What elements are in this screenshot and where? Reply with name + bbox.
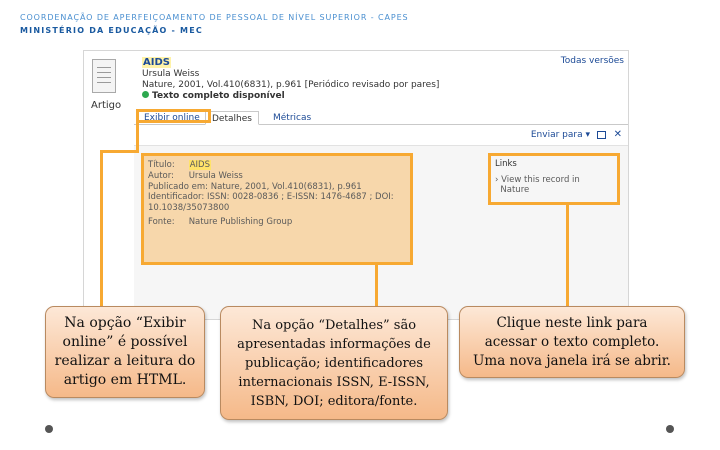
- callout-middle-line: apresentadas informações de: [237, 336, 431, 352]
- callout-view-online: [45, 306, 205, 398]
- send-to-button[interactable]: Enviar para ▾: [530, 130, 590, 140]
- callout-left-line: online” é possível: [62, 334, 188, 350]
- record-title-link[interactable]: AIDS: [143, 57, 170, 68]
- slide-dot-left: [45, 425, 53, 433]
- detail-identifier-label: Identificador:: [148, 192, 205, 203]
- callout-middle-line: Na opção “Detalhes” são: [251, 317, 417, 333]
- record-author: Ursula Weiss: [142, 69, 200, 79]
- detail-author-label: Autor:: [148, 170, 174, 181]
- callout-right-line: Uma nova janela irá se abrir.: [473, 352, 671, 369]
- detail-source-label: Fonte:: [148, 216, 175, 227]
- callout-left-line: realizar a leitura do: [54, 353, 196, 369]
- close-icon[interactable]: ✕: [613, 129, 622, 140]
- open-new-window-icon[interactable]: [597, 131, 606, 139]
- detail-published-value: Nature, 2001, Vol.410(6831), p.961: [210, 181, 362, 192]
- callout-middle-line: publicação; identificadores: [244, 355, 424, 371]
- all-versions-link[interactable]: Todas versões: [560, 56, 624, 66]
- detail-source-value: Nature Publishing Group: [188, 216, 293, 227]
- view-record-link-line1: View this record in: [501, 175, 580, 185]
- record-type-label: Artigo: [91, 100, 122, 111]
- callout-right-line: Clique neste link para: [496, 314, 648, 331]
- callout-middle-line: internacionais ISSN, E-ISSN,: [238, 374, 430, 390]
- callout-right-line: acessar o texto completo.: [484, 333, 660, 350]
- callout-middle-line: ISBN, DOI; editora/fonte.: [250, 393, 418, 409]
- callout-details: [220, 306, 448, 420]
- detail-title-value: AIDS: [189, 160, 210, 170]
- links-heading: Links: [495, 159, 517, 169]
- detail-title-label: Título:: [148, 160, 175, 170]
- slide-dot-right: [666, 425, 674, 433]
- header-ministry: MINISTÉRIO DA EDUCAÇÃO - MEC: [20, 26, 203, 35]
- detail-doi-value: 10.1038/35073800: [148, 203, 230, 214]
- callout-links: [459, 306, 685, 378]
- record-source: Nature, 2001, Vol.410(6831), p.961 [Periódico revisado por pares]: [142, 80, 440, 90]
- connector-left-up: [136, 120, 139, 153]
- header-agency: COORDENAÇÃO DE APERFEIÇOAMENTO DE PESSOAL DE NÍVEL SUPERIOR - CAPES: [20, 13, 409, 22]
- article-document-icon: [92, 59, 116, 93]
- tab-details[interactable]: Detalhes: [205, 111, 259, 125]
- fulltext-label: Texto completo disponível: [152, 91, 285, 101]
- detail-author-value[interactable]: Ursula Weiss: [188, 170, 243, 181]
- connector-middle: [375, 262, 378, 308]
- connector-right: [566, 203, 569, 308]
- fulltext-status[interactable]: [142, 91, 285, 101]
- view-record-link[interactable]: › View this record in Nature: [495, 175, 580, 195]
- connector-left-horizontal: [100, 150, 138, 153]
- callout-left-line: artigo em HTML.: [63, 372, 187, 388]
- details-content: [148, 160, 394, 228]
- availability-dot-icon: [142, 91, 149, 98]
- tab-metrics[interactable]: Métricas: [273, 113, 312, 123]
- highlight-view-online: [136, 109, 211, 123]
- details-toolbar: [134, 129, 628, 143]
- detail-identifier-value: ISSN: 0028-0836 ; E-ISSN: 1476-4687 ; DOI:: [206, 192, 394, 203]
- detail-published-label: Publicado em:: [148, 181, 209, 192]
- view-record-link-line2: Nature: [500, 185, 530, 195]
- connector-left-vertical: [100, 150, 103, 308]
- tab-view-online[interactable]: Exibir online: [144, 113, 200, 123]
- callout-left-line: Na opção “Exibir: [64, 315, 186, 331]
